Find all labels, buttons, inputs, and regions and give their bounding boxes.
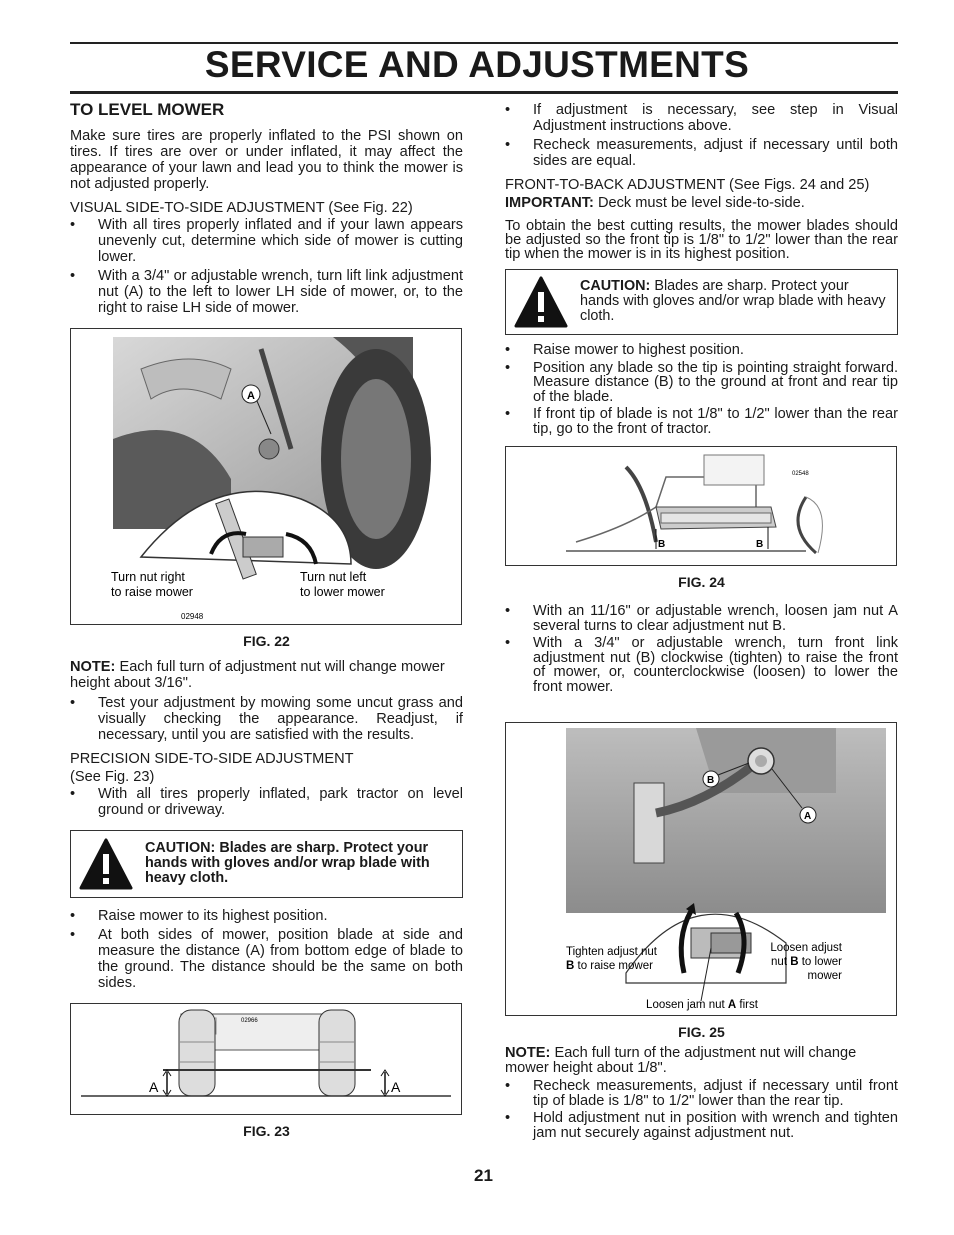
list-item: • Recheck measurements, adjust if necessary until both sides are equal.: [505, 137, 898, 169]
fig24-illustration: [506, 447, 896, 565]
fig23-caption: FIG. 23: [243, 1123, 290, 1139]
list-item: • With an 11/16" or adjustable wrench, loosen jam nut A several turns to clear adjustment nut B.: [505, 604, 898, 633]
list-item: • Hold adjustment nut in position with wrench and tighten jam nut securely against adjustment nut.: [505, 1111, 898, 1140]
fig25-illustration: [506, 723, 896, 1015]
fig22-turn-left-1: Turn nut left: [300, 570, 367, 584]
fig25-jam-nut-label: Loosen jam nut A first: [646, 999, 758, 1011]
fig25-tighten-line1: Tighten adjust nut: [566, 946, 657, 958]
list-item: • With all tires properly inflated and if your lawn appears unevenly cut, determine which side of mower is cutting lower.: [70, 217, 463, 265]
fig25-caption: FIG. 25: [678, 1024, 725, 1040]
front-to-back-label: FRONT-TO-BACK ADJUSTMENT (See Figs. 24 and 25): [505, 177, 870, 193]
fig24-label-b-rear: B: [756, 539, 764, 550]
fig23-illustration: [71, 1004, 461, 1114]
mid-bullets: [505, 343, 898, 436]
list-item: • Raise mower to highest position.: [505, 343, 898, 358]
fig24-caption: FIG. 24: [678, 574, 725, 590]
visual-adjustment-label: VISUAL SIDE-TO-SIDE ADJUSTMENT (See Fig. 22): [70, 200, 413, 216]
fig22-caption: FIG. 22: [243, 633, 290, 649]
note-text: Each full turn of adjustment nut will change mower height about 3/16".: [70, 659, 445, 691]
precision-label-1: PRECISION SIDE-TO-SIDE ADJUSTMENT: [70, 751, 354, 767]
list-item: • At both sides of mower, position blade at side and measure the distance (A) from bottom edge of blade to the ground. The distance should be the same on both sides.: [70, 927, 463, 991]
raise-bullets: [70, 908, 463, 991]
important-label: IMPORTANT:: [505, 195, 594, 211]
fig25-tighten-line2: B to raise mower: [566, 960, 653, 972]
list-item: • If front tip of blade is not 1/8" to 1/2" lower than the rear tip, go to the front of tractor.: [505, 407, 898, 436]
end-bullets: [505, 1079, 898, 1140]
fig25-loosen-line1: Loosen adjust: [770, 942, 842, 954]
fig22-turn-right-1: Turn nut right: [111, 570, 185, 584]
caution-label: CAUTION:: [580, 277, 651, 294]
fig23-label-a-left: A: [149, 1079, 159, 1095]
list-item: • Raise mower to its highest position.: [70, 908, 463, 924]
list-item: • Test your adjustment by mowing some uncut grass and visually checking the appearance. Readjust, if necessary, until you are satisfied with the results.: [70, 695, 463, 743]
note-label: NOTE:: [505, 1045, 551, 1061]
note-paragraph-right: [505, 1046, 898, 1075]
page-title: SERVICE AND ADJUSTMENTS: [204, 44, 750, 85]
important-text: Deck must be level side-to-side.: [593, 195, 805, 211]
fig22-code: 02948: [181, 612, 204, 621]
list-item: • With a 3/4" or adjustable wrench, turn front link adjustment nut (B) clockwise (tighten) to raise the front of mower, or, counterclockwise (loosen) to lower the front mower.: [505, 636, 898, 694]
note-text: Each full turn of the adjustment nut will change mower height about 1/8".: [505, 1045, 857, 1076]
caution-body: Blades are sharp. Protect your hands with gloves and/or wrap blade with heavy cloth.: [580, 277, 886, 324]
intro-paragraph: Make sure tires are properly inflated to the PSI shown on tires. If tires are over or under inflated, it may affect the appearance of your lawn and lead you to think the mower is not adjusted properly.: [70, 128, 463, 192]
fig22-turn-left-2: to lower mower: [300, 585, 385, 599]
warning-icon: [71, 838, 141, 890]
figure-23: [70, 1003, 462, 1115]
obtain-paragraph: To obtain the best cutting results, the mower blades should be adjusted so the front tip is 1/8" to 1/2" lower than the rear tip when the mower is in its highest position.: [505, 218, 898, 262]
section-heading: TO LEVEL MOWER: [70, 100, 225, 119]
fig25-label-a: A: [804, 811, 812, 822]
precision-label-2: (See Fig. 23): [70, 769, 155, 785]
fig23-label-a-right: A: [391, 1079, 401, 1095]
list-item: • Recheck measurements, adjust if necessary until front tip of blade is 1/8" to 1/2" lower than the rear tip.: [505, 1079, 898, 1108]
fig25-loosen-line2: nut B to lower: [771, 956, 842, 968]
fig24-code: 02548: [792, 471, 809, 477]
caution-box-left: [70, 830, 463, 898]
list-item: • With all tires properly inflated, park tractor on level ground or driveway.: [70, 786, 463, 818]
title-rule: [70, 91, 898, 94]
list-item: • Position any blade so the tip is pointing straight forward. Measure distance (B) to the ground at front and rear tip of the blade.: [505, 361, 898, 405]
wrench-bullets: [505, 604, 898, 694]
note-label: NOTE:: [70, 659, 116, 675]
important-paragraph: [505, 195, 898, 211]
fig25-loosen-line3: mower: [807, 970, 842, 982]
caution-text: CAUTION: Blades are sharp. Protect your hands with gloves and/or wrap blade with heavy cloth.: [145, 839, 430, 886]
warning-icon: [506, 276, 576, 328]
figure-22: [70, 328, 462, 625]
fig22-turn-right-2: to raise mower: [111, 585, 193, 599]
visual-bullets: [70, 217, 463, 316]
note-paragraph: [70, 659, 463, 691]
list-item: • If adjustment is necessary, see step in Visual Adjustment instructions above.: [505, 102, 898, 134]
precision-bullets: [70, 786, 463, 818]
right-column: [505, 102, 898, 1148]
fig25-label-b: B: [707, 775, 715, 786]
list-item: • With a 3/4" or adjustable wrench, turn lift link adjustment nut (A) to the left to lower LH side of mower, or, to the right to raise LH side of mower.: [70, 268, 463, 316]
fig22-illustration: [71, 329, 461, 624]
test-bullets: [70, 695, 463, 743]
top-bullets: [505, 102, 898, 169]
figure-24: [505, 446, 897, 566]
fig24-label-b-front: B: [658, 539, 666, 550]
caution-text: [576, 273, 897, 332]
fig23-code: 02966: [241, 1018, 258, 1024]
page-number: 21: [474, 1166, 493, 1185]
caution-box-right: [505, 269, 898, 335]
figure-25: [505, 722, 897, 1016]
left-column: [70, 100, 463, 1149]
fig22-label-a: A: [247, 390, 255, 402]
